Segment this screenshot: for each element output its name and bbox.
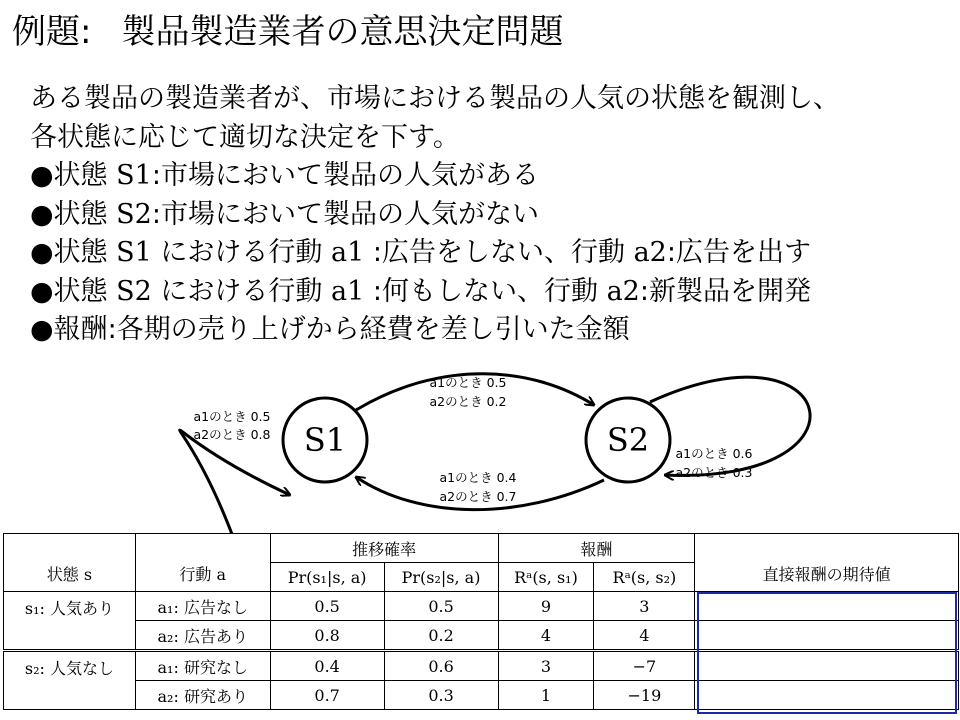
cell-r1: 3 <box>498 651 594 681</box>
bullet-text: ●状態 <box>30 160 117 191</box>
page-title <box>12 4 563 60</box>
cell-p1: 0.8 <box>270 621 384 651</box>
cell-p1: 0.7 <box>270 681 384 710</box>
action-code: a1 <box>331 237 365 268</box>
cell-r2: −7 <box>594 651 695 681</box>
cell-action: a₁: 研究なし <box>135 651 270 681</box>
cell-r2: 4 <box>594 621 695 651</box>
problem-description <box>30 80 950 350</box>
bullet-text: ●状態 <box>30 237 117 268</box>
header-r1: Rᵃ(s, s₁) <box>498 563 594 592</box>
bullet-text: :各期の売り上げから経費を差し引いた金額 <box>107 314 630 345</box>
cell-action: a₂: 研究あり <box>135 681 270 710</box>
cell-r1: 4 <box>498 621 594 651</box>
header-state: 状態 s <box>4 534 136 592</box>
table-group-header-row <box>4 534 959 563</box>
bullet-state-s2 <box>30 196 950 235</box>
cell-r1: 9 <box>498 592 594 621</box>
s1-self-label-a1: a1のとき 0.5 <box>193 409 271 424</box>
cell-p2: 0.3 <box>384 681 498 710</box>
s2-to-s1-label-a1: a1のとき 0.4 <box>439 470 517 485</box>
state-code: S1 <box>116 160 152 191</box>
bullet-text: ●状態 <box>30 198 117 230</box>
cell-r2: 3 <box>594 592 695 621</box>
s1-self-label-a2: a2のとき 0.8 <box>193 427 271 442</box>
intro-line-2: 各状態に応じて適切な決定を下す。 <box>30 121 460 153</box>
action-code: a1 <box>331 275 365 307</box>
bullet-text: :新製品を開発 <box>639 275 811 307</box>
title-prefix: 例題: <box>12 12 92 52</box>
bullet-text: :何もしない、行動 <box>364 275 607 307</box>
bullet-reward <box>30 311 950 350</box>
s1-to-s2-label-a1: a1のとき 0.5 <box>429 375 507 390</box>
bullet-text: における行動 <box>151 275 332 307</box>
state-s2-label: S2 <box>606 421 650 459</box>
state-transition-diagram <box>0 355 960 533</box>
intro-line-1: ある製品の製造業者が、市場における製品の人気の状態を観測し、 <box>30 83 840 114</box>
cell-p1: 0.5 <box>270 592 384 621</box>
state-code: S2 <box>116 275 152 307</box>
action-code: a2 <box>633 237 667 268</box>
bullet-text: ●報酬 <box>30 314 108 345</box>
s1-self-loop-arrow <box>180 430 290 533</box>
bullet-actions-s2 <box>30 273 950 312</box>
header-p2: Pr(s₂|s, a) <box>384 563 498 592</box>
header-expected-reward: 直接報酬の期待値 <box>695 534 959 592</box>
cell-action: a₁: 広告なし <box>135 592 270 621</box>
s2-self-label-a1: a1のとき 0.6 <box>675 446 753 461</box>
state-code: S2 <box>116 198 152 230</box>
header-transition-group: 推移確率 <box>270 534 498 563</box>
action-code: a2 <box>606 275 640 307</box>
cell-action: a₂: 広告あり <box>135 621 270 651</box>
bullet-text: ●状態 <box>30 275 117 307</box>
cell-p2: 0.5 <box>384 592 498 621</box>
title-main: 製品製造業者の意思決定問題 <box>121 12 564 52</box>
header-r2: Rᵃ(s, s₂) <box>594 563 695 592</box>
cell-p2: 0.2 <box>384 621 498 651</box>
cell-r2: −19 <box>594 681 695 710</box>
expected-reward-highlight-box <box>697 592 957 714</box>
bullet-text: :広告をしない、行動 <box>364 237 634 268</box>
cell-state: s₂: 人気なし <box>4 651 136 710</box>
bullet-actions-s1 <box>30 234 950 273</box>
state-code: S1 <box>116 237 152 268</box>
bullet-state-s1 <box>30 157 950 196</box>
bullet-text: :市場において製品の人気がある <box>151 160 539 191</box>
state-s1-label: S1 <box>303 421 347 459</box>
cell-p2: 0.6 <box>384 651 498 681</box>
bullet-text: :市場において製品の人気がない <box>151 198 539 230</box>
header-action: 行動 a <box>135 534 270 592</box>
header-p1: Pr(s₁|s, a) <box>270 563 384 592</box>
s1-to-s2-label-a2: a2のとき 0.2 <box>429 394 507 409</box>
bullet-text: における行動 <box>151 237 332 268</box>
cell-state: s₁: 人気あり <box>4 592 136 651</box>
cell-r1: 1 <box>498 681 594 710</box>
bullet-text: :広告を出す <box>666 237 811 268</box>
header-reward-group: 報酬 <box>498 534 695 563</box>
cell-p1: 0.4 <box>270 651 384 681</box>
s2-to-s1-label-a2: a2のとき 0.7 <box>439 489 517 504</box>
s2-self-label-a2: a2のとき 0.3 <box>675 465 753 480</box>
